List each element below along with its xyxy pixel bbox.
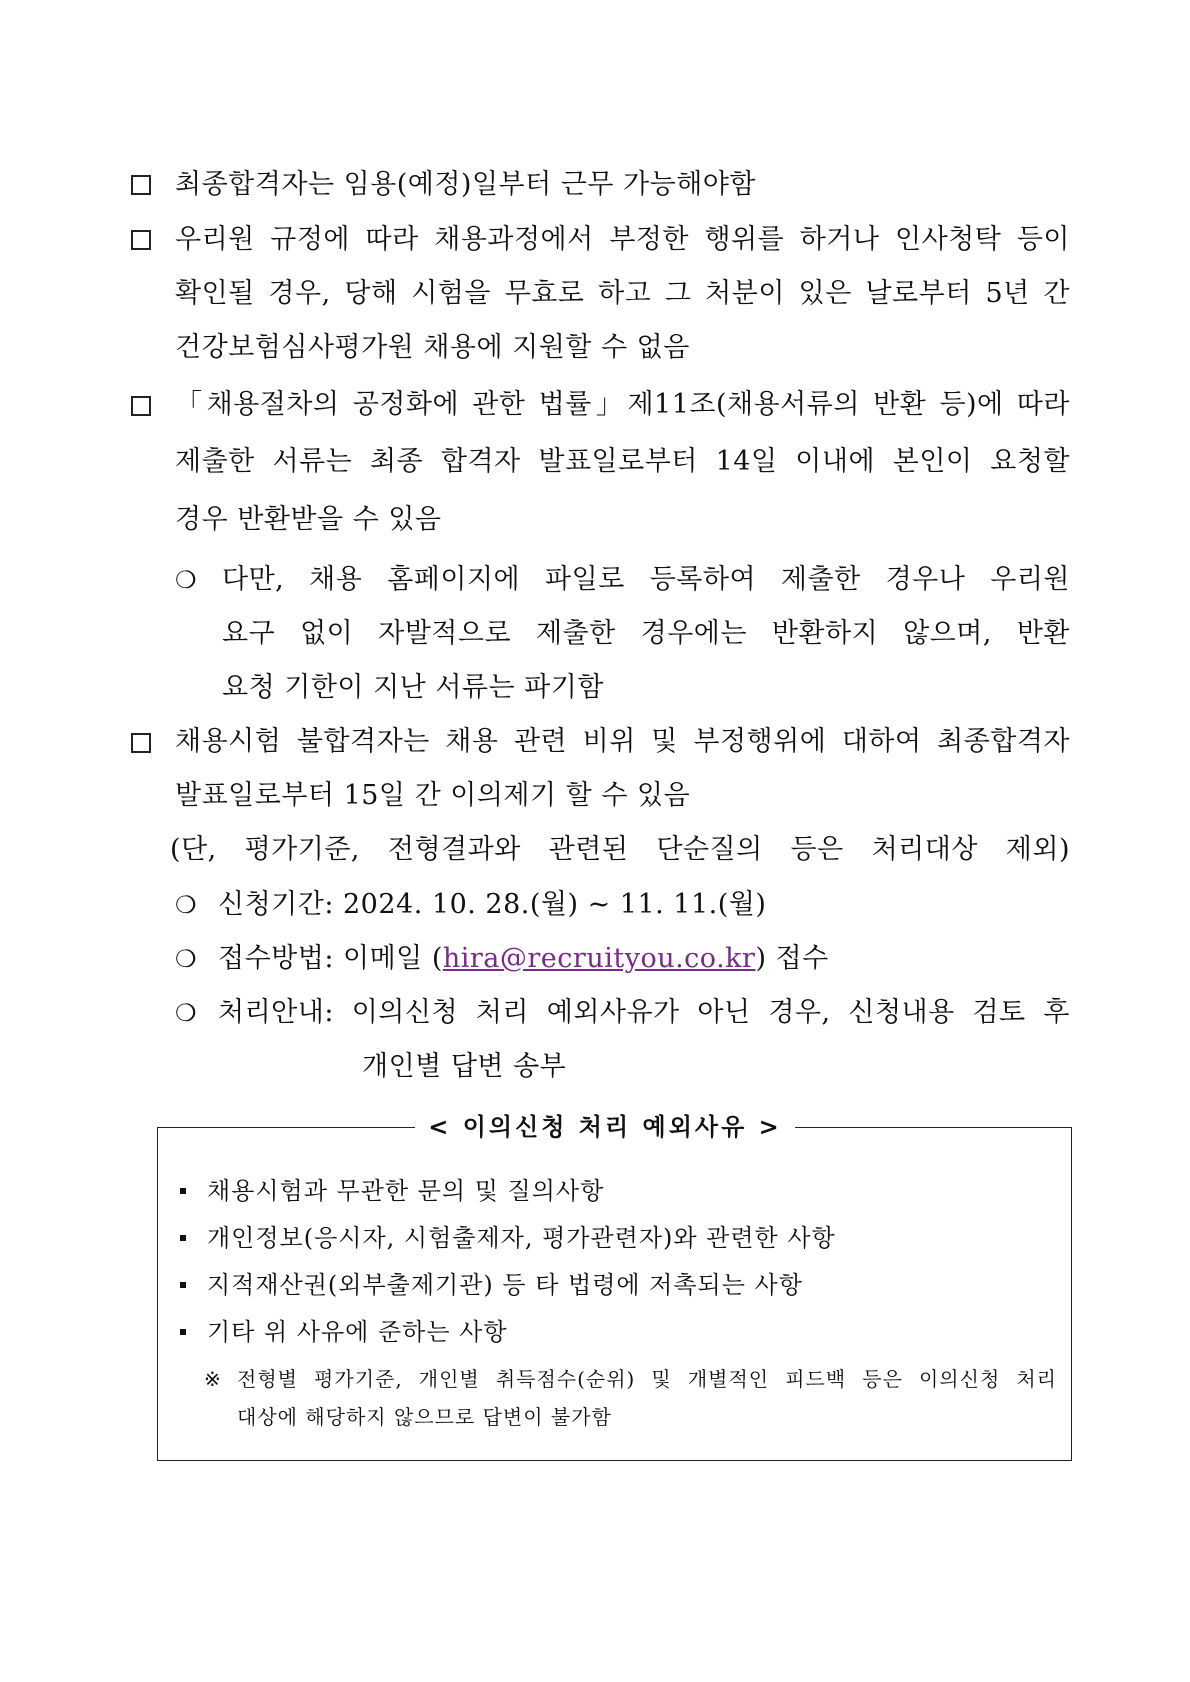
exception-item: 지적재산권(외부출제기관) 등 타 법령에 저촉되는 사항 — [207, 1271, 803, 1299]
checkbox-bullet — [131, 733, 151, 753]
checkbox-bullet — [131, 175, 151, 195]
processing-guide: 처리안내: 이의신청 처리 예외사유가 아닌 경우, 신청내용 검토 후 — [218, 997, 1070, 1028]
item-2-line-1: 우리원 규정에 따라 채용과정에서 부정한 행위를 하거나 인사청탁 등이 — [175, 224, 1070, 255]
item-2-line-2: 확인될 경우, 당해 시험을 무효로 하고 그 처분이 있은 날로부터 5년 간 — [175, 278, 1070, 309]
circle-bullet: ❍ — [175, 945, 197, 973]
exceptions-box-title: < 이의신청 처리 예외사유 > — [415, 1105, 795, 1149]
item-4-line-1: 채용시험 불합격자는 채용 관련 비위 및 부정행위에 대하여 최종합격자 — [175, 726, 1070, 757]
item-3-line-1: 「채용절차의 공정화에 관한 법률」제11조(채용서류의 반환 등)에 따라 — [175, 389, 1070, 420]
exception-item: 개인정보(응시자, 시험출제자, 평가관련자)와 관련한 사항 — [207, 1224, 836, 1252]
item-3-sub-line-1: 다만, 채용 홈페이지에 파일로 등록하여 제출한 경우나 우리원 — [222, 564, 1070, 595]
exception-item: 기타 위 사유에 준하는 사항 — [207, 1318, 508, 1346]
checkbox-bullet — [131, 396, 151, 416]
item-3-line-3: 경우 반환받을 수 있음 — [175, 504, 442, 535]
square-bullet — [180, 1188, 186, 1194]
item-4-line-2: 발표일로부터 15일 간 이의제기 할 수 있음 — [175, 780, 691, 811]
note-mark: ※ — [204, 1367, 222, 1391]
note-line-1: 전형별 평가기준, 개인별 취득점수(순위) 및 개별적인 피드백 등은 이의신청 처리 — [237, 1367, 1057, 1391]
item-3-line-2: 제출한 서류는 최종 합격자 발표일로부터 14일 이내에 본인이 요청할 — [175, 446, 1070, 477]
submission-method-prefix: 접수방법: 이메일 ( — [218, 943, 443, 974]
checkbox-bullet — [131, 230, 151, 250]
item-2-line-3: 건강보험심사평가원 채용에 지원할 수 없음 — [175, 332, 690, 363]
item-3-sub-line-2: 요구 없이 자발적으로 제출한 경우에는 반환하지 않으며, 반환 — [222, 618, 1070, 649]
exception-item: 채용시험과 무관한 문의 및 질의사항 — [207, 1177, 605, 1205]
square-bullet — [180, 1329, 186, 1335]
processing-guide-cont: 개인별 답변 송부 — [362, 1051, 567, 1082]
item-3-sub-line-3: 요청 기한이 지난 서류는 파기함 — [222, 672, 604, 703]
submission-method — [218, 939, 829, 979]
circle-bullet: ❍ — [175, 566, 197, 594]
item-1-line-1: 최종합격자는 임용(예정)일부터 근무 가능해야함 — [175, 169, 756, 200]
application-period: 신청기간: 2024. 10. 28.(월) ~ 11. 11.(월) — [218, 889, 767, 920]
circle-bullet: ❍ — [175, 999, 197, 1027]
submission-method-suffix: ) 접수 — [755, 943, 829, 974]
email-link[interactable]: hira@recruityou.co.kr — [442, 943, 756, 974]
square-bullet — [180, 1282, 186, 1288]
note-line-2: 대상에 해당하지 않으므로 답변이 불가함 — [237, 1405, 612, 1429]
circle-bullet: ❍ — [175, 891, 197, 919]
item-4-line-3: (단, 평가기준, 전형결과와 관련된 단순질의 등은 처리대상 제외) — [170, 834, 1070, 865]
square-bullet — [180, 1235, 186, 1241]
